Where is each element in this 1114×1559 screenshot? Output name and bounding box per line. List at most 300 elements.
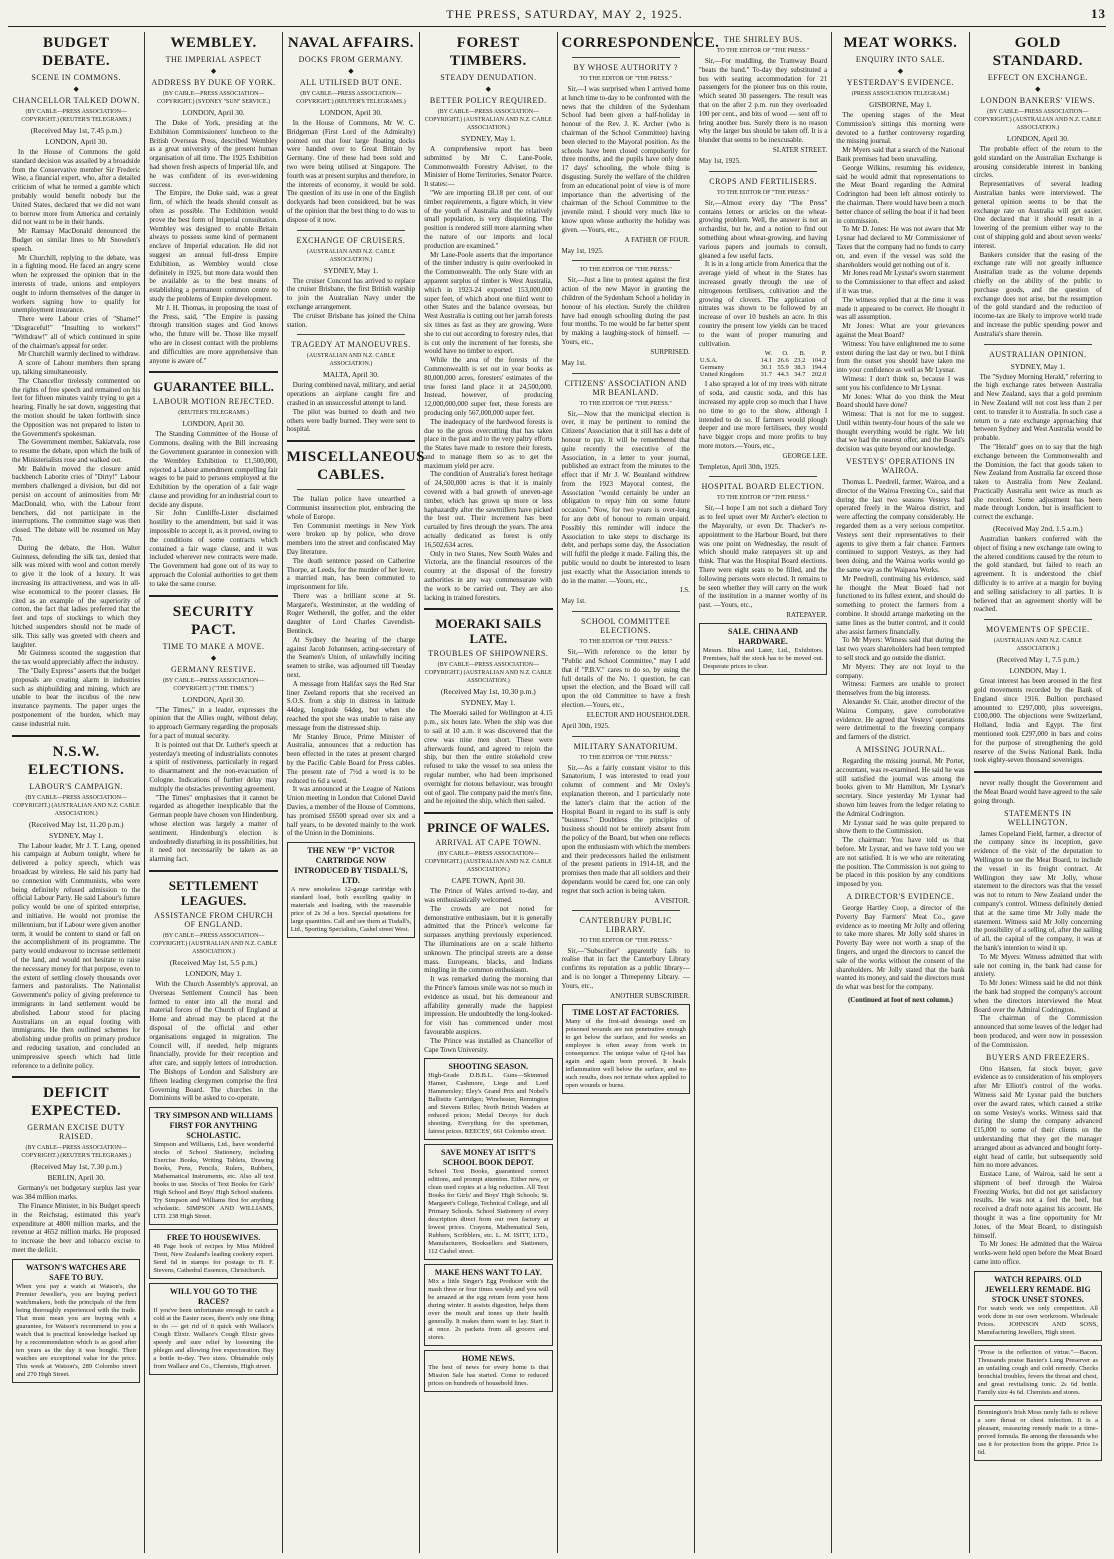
divider (572, 373, 680, 374)
letter-date: April 30th, 1925. (561, 721, 610, 730)
security-headline: SECURITY PACT. (172, 603, 255, 638)
settlement-para: With the Church Assembly's approval, an Overseas Settlement Council has been formed to enter into all the moral and material forces of the Church of England at Home and abroad may be placed at the disposal of the official and other organisations engaged in migration. The Council will, if needed, help migrants financially, provide for their reception and after care, and supply letters of introduction. The Bishops of London and Salisbury are fifteen leading clergymen comprise the first Governing Board. The churches in the Dominions will be asked to co-operate. (149, 980, 278, 1103)
budget-credit: (BY CABLE—PRESS ASSOCIATION—COPYRIGHT.) (REUTER'S TELEGRAMS.) (21, 109, 131, 123)
misc-headline: MISCELLANEOUS CABLES. (286, 449, 425, 484)
races-advert-title: WILL YOU GO TO THE RACES? (169, 1287, 258, 1307)
letter-to: TO THE EDITOR OF "THE PRESS." (579, 400, 672, 407)
specie-received: (Received May 1, 7.5 p.m.) (996, 655, 1080, 665)
nsw-subhead: LABOUR'S CAMPAIGN. (29, 781, 124, 791)
misc-para: The Italian police have unearthed a Communist insurrection plot, embracing the whole of Europe. (286, 495, 416, 521)
table-header: W. (764, 350, 772, 358)
manoeuvres-para: During combined naval, military, and aerial operations an airplane caught fire and crashed in an unsuccessful attempt to land. (286, 381, 416, 407)
table-cell: 34.7 (794, 371, 806, 379)
vesteys-para: Thomas L. Peedrell, farmer, Wairoa, and a director of the Wairoa Freezing Co., said that during the last two seasons Vesteys had operated freely in the Wairoa district, and were affecting the company considerably. He regarded them as a very serious competitor. Vesteys sent their representatives to their agents to give them a fair chance. Farmers continued to support Vesteys, as they had been doing, and the Wairoa works would go the same way as the Waipaoa Works. (836, 478, 965, 575)
wellington-para: The chairman of the Commission announced that some leaves of the ledger had been produced, and were now in possession of the Commission. (973, 1014, 1102, 1049)
hospital-signature: RATEPAYER. (786, 611, 828, 620)
hens-advert (424, 1264, 552, 1346)
meat-headline: MEAT WORKS. (843, 35, 958, 51)
watson-advert (12, 1259, 140, 1383)
nsw-received: (Received May 1st, 11.20 p.m.) (28, 819, 124, 829)
gold-place: LONDON, April 30. (1006, 134, 1069, 143)
director-para: George Hartley Coop, a director of the Poverty Bay Farmers' Meat Co., gave evidence as to meeting Mr Jolly and offering to take more shares. Mr Jolly sold shares in Poverty Bay were not worth a snap of the fingers, and urged the directors to cancel the sale of the works without the consent of the shareholders. Mr Jolly stated that the bank wanted its money, and said the directors must do what was best for the company. (836, 903, 965, 992)
divider (297, 489, 405, 490)
ornament: ◆ (210, 67, 217, 75)
misc-para: At Sydney the hearing of the charge against Jacob Johannsen, acting-secretary of the Seamen's Union, of unlawfully inciting seamen to strike, was adjourned till Tuesday next. (286, 635, 416, 680)
divider (572, 611, 680, 612)
divider (149, 870, 277, 872)
naval-place: LONDON, April 30. (319, 108, 382, 117)
wellington-head: STATEMENTS IN WELLINGTON. (1004, 808, 1072, 827)
budget-subhead-2: CHANCELLOR TALKED DOWN. (12, 96, 140, 105)
table-header-row (699, 350, 827, 357)
cruisers-para: The cruiser Brisbane has joined the China station. (286, 311, 416, 329)
shooting-advert (424, 1058, 552, 1140)
prince-para: The crowds are not noted for demonstrative enthusiasm, but it is generally admitted that the Prince's welcome far surpasses anything previously experienced. The illuminations are on a scale hitherto unknown. The principal streets are a dense mass. Europeans, blacks, and Indians mingling in the common enthusiasm. (424, 904, 553, 975)
settlement-subhead: ASSISTANCE FROM CHURCH OF ENGLAND. (154, 911, 273, 929)
ornament: ◆ (348, 67, 354, 75)
guarantee-para: Sir John Cunliffe-Lister disclaimed hostility to the amendment, but said it was impossible to accept it, as it proved, owing to the conditions of some contracts which contained a fair wage clause, and it was included wherever new contracts were made. The Government had gone out of its way to approach the Colonial authorities to get them to take the same course. (149, 509, 278, 588)
misc-para: Ten Communist meetings in New York were broken up by police, who drove members into the street and confiscated May Day literature. (286, 521, 416, 556)
races-advert-text: If you've been unfortunate enough to catch a cold at the Easter races, there's only one thing to do — get rid of it quick with Wallace's Cough Elixir. Wallace's Cough Elixir gives speedy and sure relief by loosening the phlegm and allowing free expectoration. Buy a bottle to-day. Two sizes. Obtainable only from Wallace and Co., Chemists, High street. (153, 1307, 274, 1371)
security-credit: (BY CABLE—PRESS ASSOCIATION—COPYRIGHT.) ("THE TIMES.") (162, 677, 265, 692)
moeraki-credit: (BY CABLE—PRESS ASSOCIATION—COPYRIGHT.) (AUSTRALIAN AND N.Z. CABLE ASSOCIATION.) (424, 662, 552, 685)
table-cell: 14.1 (760, 357, 772, 365)
table-header: B. (799, 350, 806, 358)
budget-para: Mr Guinness scouted the suggestion that the tax would appreciably affect the industry. (12, 649, 141, 667)
table-header (699, 350, 756, 357)
time-lost-advert-text: Many of the first-aid dressings used on poisoned wounds are not penetrative enough to get below the surface, and for weeks an employee is often away from work in consequence. The unique value of Q-tol has again and again been proved. It heals inflammation well below the surface, and no such results, does not irritate when applied to open wounds or burns. (565, 1017, 686, 1089)
misc-para: Mr Stanley Bruce, Prime Minister of Australia, announces that a reduction has been effected in the rates at present charged by the Pacific Cable Board for Press cables. The present rate of 7½d a word is to be reduced to 6d a word. (286, 732, 416, 785)
settlement-headline: SETTLEMENT LEAGUES. (168, 878, 259, 908)
meat-para: George Wilkins, resuming his evidence, said he would admit that representations to the Meat Board regarding the Admiral Codrington had been left almost entirely to the chairman. There would have been a much better chance of selling the boat if it had been in commission. (836, 163, 965, 225)
forest-para: Only in two States, New South Wales and Victoria, are the financial resources of the country at the disposal of the forestry authorities in any way commensurate with the work to be carried out. They are also lacking in trained foresters. (424, 549, 553, 602)
forest-para: "We are importing £8.18 per cent. of our timber requirements, a figure which, in view of the youth of Australia and the relatively small population, is very disquieting. The position is rendered still more alarming when the nature of our imports and local production are examined." (424, 188, 553, 250)
crops-signature: GEORGE LEE. (782, 451, 828, 460)
letter-to: TO THE EDITOR OF "THE PRESS." (579, 267, 672, 274)
letter-date: May 1st. (561, 358, 586, 367)
divider (984, 344, 1092, 345)
forest-para: A comprehensive report has been submitted by Mr C. Lane-Poole, Commonwealth Forestry Adviser, to the Minister of Home Territories, Senator Pearce. It states:— (424, 145, 553, 189)
letter-date: May 1st. (561, 597, 586, 606)
table-cell: Germany (699, 364, 725, 372)
misc-para: A message from Halifax says the Red Star liner Zeeland reports that she received an S.O.S. from a ship in distress in latitude 44deg, longitude 64deg, but when she reached the spot she was unable to raise any message from the distressed ship. (286, 679, 416, 732)
director-head: A DIRECTOR'S EVIDENCE. (846, 891, 955, 901)
budget-subhead: SCENE IN COMMONS. (31, 73, 121, 82)
ornament: ◆ (1035, 85, 1041, 93)
guarantee-place: LONDON, April 30. (182, 419, 245, 429)
moeraki-subhead: TROUBLES OF SHIPOWNERS. (428, 649, 549, 659)
vesteys-para: Witness: Farmers are unable to protect themselves from the big interests. (836, 680, 965, 698)
column-2 (145, 32, 282, 1553)
crops-para: I also sprayed a lot of my trees with nitrate of soda, and caustic soda, and this has increased my apple crop so much that I have no time to go to the show, although I intended to do so. If farmers would plough deeper and use more fertilisers, they would have bigger crops and more profits to buy more motors.—Yours, etc., (698, 380, 828, 450)
security-place: LONDON, April 30. (182, 694, 245, 704)
letter-title: CITIZENS' ASSOCIATION AND MR BEANLAND. (564, 378, 687, 397)
correspondence-headline: CORRESPONDENCE. (561, 35, 720, 51)
hens-advert-title: MAKE HENS WANT TO LAY. (434, 1268, 542, 1278)
crops-date: Templeton, April 30th, 1925. (698, 462, 781, 471)
cruisers-credit: (AUSTRALIAN AND N.Z. CABLE ASSOCIATION.) (306, 248, 396, 263)
divider (12, 735, 140, 737)
simpson-advert-text: Simpson and Williams, Ltd., have wonderful stocks of School Stationery, including Exercise Books, Writing Tablets, Drawing Books, Pens, Pencils, Rulers, Rubbers, Mathematical Instruments, etc. Also all text books in use. Stocks of Text Books for Girls' High School and Boys' High School students. Try Simpson and Williams first for anything scholastic. SIMPSON AND WILLIAMS, LTD. 238 High Street. (153, 1141, 274, 1221)
nsw-credit: (BY CABLE—PRESS ASSOCIATION—COPYRIGHT.) (AUSTRALIAN AND N.Z. CABLE ASSOCIATION.) (12, 794, 140, 817)
budget-place: LONDON, April 30. (45, 137, 108, 146)
letter-signature: SURPRISED. (650, 347, 690, 356)
gold-credit: (BY CABLE—PRESS ASSOCIATION—COPYRIGHT.) (AUSTRALIAN AND N.Z. CABLE ASSOCIATION.) (974, 109, 1102, 131)
shirley-date: May 1st, 1925. (698, 156, 741, 165)
home-news-advert-text: The best of news for every home is that Mission Sale has started. Come to reduced prices on hundreds of household lines. (428, 1364, 549, 1388)
shirley-signature: SLATER STREET. (772, 145, 828, 154)
forest-para: While the area of the forests of the Commonwealth is set out in year books as 80,000,000 acres, foresters' estimates of the true forest land place it at 24,500,000. Instead, however, of producing 12,000,000,000 super feet, these forests are producing only 567,000,000 super feet. (424, 356, 553, 417)
deficit-credit: (BY CABLE—PRESS ASSOCIATION—COPYRIGHT.) (REUTER'S TELEGRAMS.) (21, 1145, 131, 1160)
divider (984, 619, 1092, 620)
meat-para: Witness: I don't think so, because I was sent you his confidence to Mr Lysnar. (836, 374, 965, 392)
manoeuvres-credit: (AUSTRALIAN AND N.Z. CABLE ASSOCIATION.) (306, 353, 396, 368)
home-news-advert (424, 1350, 552, 1392)
specie-para: Great interest has been aroused in the first gold movements recorded by the Bank of England since 1916. Bullion purchased amounted to £297,000, plus sovereigns, £100,000. The objections were Switzerland, Holland, India and Egypt. The first mentioned took £297,000 in bars and coins for the purpose of strengthening the gold reserve of the Swiss National Bank. India took eighty-seven thousand sovereigns. (973, 677, 1102, 765)
budget-para: There were Labour cries of "Shame!" "Disgraceful!" "Insulting to workers!" "Withdraw!" all of which continued in spite of the chairman's appeal for order. (12, 315, 141, 350)
nsw-headline: N.S.W. ELECTIONS. (28, 743, 125, 778)
wembley-para: The Empire, the Duke said, was a great firm, of which the heads should consult as often as possible. The Exhibition would prove the best form of Imperial consultation. Wembley was designed to enable Britain always to possess some kind of permanent enclave of Imperial education. He did not suggest an annual full-dress Empire Exhibition, as Wembley would close definitely in 1925, but more data would then be available as to the best means of establishing a permanent common centre to study the problems of Empire development. (149, 189, 278, 303)
wembley-para: Mr J. H. Thomas, in proposing the toast of the Press, said, "The Empire is passing through transition stages and God knows who, the future will be. Those like myself who are in closest contact with the problems and difficulties are more apprehensive than anyone is aware of." (149, 303, 278, 365)
library-headline: CANTERBURY PUBLIC LIBRARY. (579, 915, 672, 934)
journal-head: A MISSING JOURNAL. (855, 744, 946, 754)
gold-subhead-2: LONDON BANKERS' VIEWS. (980, 96, 1096, 105)
wembley-subhead-2: ADDRESS BY DUKE OF YORK. (151, 78, 276, 87)
letter-body: Sir,—With reference to the letter by "Public and School Committee," may I add that if "P.B.V." cares to do so, by using the full details of the No. 1 question, he can upset the election, and the Board will call upon the old Committee to have a fresh election.—Yours, etc., (561, 648, 690, 710)
meat-cont-para: never really thought the Government and the Meat Board would have agreed to the sale going through. (973, 779, 1102, 805)
watson-advert-text: When you pay a watch at Watson's, the Premier Jeweller's, you are buying perfect watchmakers, both the principals of the firm being thoroughly experienced with the trade. That must mean you are buying with a guarantee, for Watson's recommend to you a watch that is practical knowledge backed up by a recommendation which is as good after ten years as the day it was bought. Their watches are exceptional value for the price. This week at Watson's, 289 Colombo street and 270 High Street. (16, 1282, 137, 1378)
divider (974, 771, 1102, 773)
divider (149, 371, 277, 373)
column-7 (832, 32, 969, 1553)
guarantee-credit: (REUTER'S TELEGRAMS.) (178, 410, 249, 417)
budget-para: The Chancellor tirelessly commented on the rights of free speech and remained on his feet for fifteen minutes vainly trying to get a hearing. Finally he sat down, suggesting that the motion should be taken forthwith since the Opposition was not prepared to listen to the Government's spokesman. (12, 376, 141, 438)
nsw-place: SYDNEY, May 1. (48, 830, 104, 840)
divider (424, 812, 552, 814)
budget-para: In the House of Commons the gold standard decision was assailed by a broadside from the Conservative member Sir Frederic Wise, a financial expert, who, after a detailed criticism of what he termed a gamble which probably would benefit nobody but the United States, declared that we did not want to borrow more from America and certainly did not want to be in their hands. (12, 148, 141, 227)
wembley-credit: (BY CABLE—PRESS ASSOCIATION—COPYRIGHT.) (SYDNEY "SUN" SERVICE.) (157, 91, 271, 105)
aus-opinion-received: (Received May 2nd, 1.5 a.m.) (993, 524, 1083, 534)
specie-place: LONDON, May 1. (1009, 666, 1067, 676)
letter-body: Sir,—I was surprised when I arrived home at lunch time to-day to be confronted with the news that the children of the Sydenham School had been given a half-holiday in honour of the Rev. J. K. Archer (who is chairman of the School Committee) having been elected to the Mayoral position. As the schools have been closed compulsorily for three months, and the pupils have only done 17 days' schooling, the whole thing is disgusting. Surely the welfare of the children from an educational point of view is of more importance than the advertising of the chairman of the School Committee to the juvenile mind. I should very much like to know upon whose authority the holiday was given. —Yours, etc., (561, 85, 690, 234)
letter-title: BY WHOSE AUTHORITY ? (573, 63, 678, 72)
budget-para: The "Daily Express" asserts that the budget proposals are creating alarm in industries such as shipbuilding and mining, which are unable to bear the incubus of the new insurance payments. The paper urges the postponement of the burden, which may cause industrial ruin. (12, 667, 141, 728)
ornament: ◆ (210, 653, 217, 662)
meat-subhead: ENQUIRY INTO SALE. (855, 55, 946, 64)
prince-headline: PRINCE OF WALES. (427, 820, 550, 836)
column-1 (8, 32, 145, 1553)
irish-moss-advert-text: Bonnington's Irish Moss rarely fails to relieve a sore throat or chest infection. It is a pleasant, reassuring remedy made to a time-proved formula. Be among the thousands who use it for protection from the grippe. Price 1s 6d. (977, 1408, 1098, 1456)
divider (709, 171, 817, 172)
deficit-para: The Finance Minister, in his Budget speech in the Reichstag, estimated this year's expenditure at 4800 million marks, and the revenue at 4652 million marks. He proposed to increase the beer and tobacco excise to meet the deficit. (12, 1201, 141, 1254)
housewives-advert (149, 1229, 277, 1279)
deficit-headline: DEFICIT EXPECTED. (31, 1085, 122, 1120)
cartridge-advert-text: A new smokeless 12-gauge cartridge with standard load, both excelling quality in materials and loading, with the reasonable price of 2s 3d a box. Special quotations for large quantities. Call and see them at Tisdall's, Ltd., Sporting Specialists, Cashel street West. (290, 886, 412, 934)
deficit-place: BERLIN, April 30. (47, 1173, 105, 1183)
meat-para: The opening stages of the Meat Commission's sittings this morning were devoted to a further controversy regarding the missing journal. (836, 111, 965, 146)
lung-preserver-advert-text: "Prose is the reflection of virtue."—Bacon. Thousands praise Baxter's Lung Preserver as an unfailing cough and cold remedy. Checks bronchial troubles, fevers the throat and chest, and great revitalising tonic. 2s 6d bottle. Family size 4s 6d. Chemists and stores. (977, 1348, 1098, 1396)
aus-opinion-para: Australian bankers conferred with the object of fixing a new exchange rate owing to the altered conditions caused by the return to the gold standard, but failed to reach an agreement. It is understood the chief difficulty is to arrive at a margin for buying and selling satisfactory to all parties. It is believed that an agreement shortly will be reached. (973, 535, 1102, 614)
letter-signature: ELECTOR AND HOUSEHOLDER. (586, 710, 690, 719)
letter-date: May 1st, 1925. (561, 246, 604, 255)
buyers-para: Eustace Lane, of Wairoa, said he sent a shipment of beef through the Wairoa Freezing Works, but did not get satisfactory results. He was not a feel the beef, but received a draft note against his account. He thought it was a fine opportunity for Mr Jones, of the Meat Board, to distinguish himself. (973, 1170, 1102, 1240)
meat-credit: (PRESS ASSOCIATION TELEGRAM.) (851, 91, 950, 97)
masthead (8, 6, 1106, 27)
divider (297, 334, 405, 335)
divider (149, 595, 277, 597)
crops-para: It is in a long article from America that the average yield of wheat in the States has increased greatly through the use of nitrogenous fertilisers, cultivation and the growing of clovers. The application of nitrates was shown to be followed by an increase of over 10 bushels an acre. In this country the present low yields can be traced to the want of proper manuring and cultivation. (698, 260, 828, 348)
hospital-body: Sir,—I hope I am not such a diehard Tory as to feel upset over Mr Archer's election to the Mayoralty, or even Dr. Thacker's re-appointment to the Harbour Board, but there was one point on Wednesday, the result of which should make ratepayers sit up and think. That was the Hospital Board elections. There were eight seats to be filled, and the following persons were elected. It remains to be seen whether they will carry on the work of the institution in a manner worthy of its past. —Yours, etc., (698, 504, 828, 610)
divider (572, 57, 680, 58)
aus-opinion-headline: AUSTRALIAN OPINION. (989, 349, 1087, 359)
isitts-advert-text: School Text Books, guaranteed correct editions, and prompt attention. Either new, or clean used copies at a big reduction. All Text Books for Girls' and Boys' High Schools; St. Margaret's College, Technical College, and all Primary Schools. School Stationery of every description direct from our own factory at lowest prices. Crayons, Mathematical Sets, Rubbers, Scribblers, etc. L. M. ISITT, LTD., Manufacturers, Booksellers and Stationers, 112 Cashel street. (428, 1168, 549, 1256)
shirley-to: TO THE EDITOR OF "THE PRESS." (716, 48, 810, 54)
moeraki-place: SYDNEY, May 1. (461, 698, 516, 708)
simpson-advert (149, 1107, 277, 1225)
aus-opinion-para: The "Herald" goes on to say that the high exchange between the Commonwealth and the Dominion, the fact that goods taken to New Zealand from Australia far exceed those taken to Australia from New Zealand. Practically Australia sent twice as much as she received. Some adjustment has been made through London, but is insufficient to correct the exchange. (973, 442, 1102, 522)
meat-para: Mr Jones: What do you think the Meat Board should have done? (836, 392, 965, 410)
gold-para: Representatives of several leading Australian banks were interviewed. The general opinion seems to be that the exchange rate on Australia will get easier. One declared that it should result in a lowering of the premium either way to the cost of shipping gold and about seven weeks' interest. (973, 180, 1102, 250)
forest-credit: (BY CABLE—PRESS ASSOCIATION—COPYRIGHT.) (AUSTRALIAN AND N.Z. CABLE ASSOCIATION.) (424, 109, 552, 131)
table-cell: 30.1 (760, 364, 772, 372)
shirley-body: Sir,—For muddling, the Tramway Board "beats the band." To-day they substituted a bus with seating accommodation for 21 passengers for the pioneer bus on this route, which seated 30 passengers. The result was that on the after 2 p.m. run they overloaded 100 per cent., and bits of wood — sent off to bring another bus. Surely there is no reason why the larger bus should be taken off. It is a blunder that seems to be inexcusable. (698, 57, 828, 145)
budget-para: Mr Ramsay MacDonald denounced the Budget on similar lines to Mr Snowden's speech. (12, 227, 141, 253)
table-cell: U.S.A. (699, 357, 718, 365)
divider (709, 476, 817, 477)
table-cell: 23.2 (794, 357, 806, 365)
prince-para: The Prince was installed as Chancellor of Cape Town University. (424, 1036, 553, 1054)
manoeuvres-place: MALTA, April 30. (323, 370, 379, 380)
prince-place: CAPE TOWN, April 30. (451, 876, 526, 886)
divider (297, 230, 405, 231)
table-row (699, 364, 827, 371)
column-3 (283, 32, 425, 1553)
shirley-headline: THE SHIRLEY BUS. (723, 35, 803, 44)
misc-para: There was a brilliant scene at St. Margaret's, Westminster, at the wedding of Roger Wetherell, the golfer, and the elder daughter of Lord Charles Cavendish-Bentinck. (286, 591, 416, 636)
deficit-subhead: GERMAN EXCISE DUTY RAISED. (27, 1123, 126, 1142)
letter-signature: A FATHER OF FOUR. (624, 235, 690, 244)
housewives-advert-title: FREE TO HOUSEWIVES. (166, 1233, 261, 1243)
ornament: ◆ (897, 67, 904, 75)
security-para: "The Times" emphasises that it cannot be regarded as altogether inexplicable that the German people have chosen von Hindenburg, whose election was largely a matter of sentiment. Hindenburg's election is undoubtedly disturbing in its possibilities, but it need not necessarily be taken as an alarming fact. (149, 793, 278, 864)
cruisers-para: The cruiser Concord has arrived to replace the cruiser Brisbane, the first British warship to join the Australian Navy under the exchange arrangement. (286, 276, 416, 311)
moeraki-headline: MOERAKI SAILS LATE. (435, 616, 542, 647)
shooting-advert-title: SHOOTING SEASON. (448, 1062, 529, 1072)
table-cell: 104.2 (811, 357, 827, 365)
forest-place: SYDNEY, May 1. (461, 134, 516, 143)
library-to: TO THE EDITOR OF "THE PRESS." (579, 937, 672, 944)
table-cell: 194.4 (811, 364, 827, 372)
guarantee-headline: GUARANTEE BILL. (153, 379, 274, 395)
divider (424, 608, 552, 610)
settlement-credit: (BY CABLE—PRESS ASSOCIATION—COPYRIGHT.) (AUSTRALIAN AND N.Z. CABLE ASSOCIATION.) (150, 933, 278, 955)
gold-headline: GOLD STANDARD. (992, 35, 1084, 69)
continued-note: (Continued at foot of next column.) (847, 995, 953, 1004)
naval-credit: (BY CABLE—PRESS ASSOCIATION—COPYRIGHT.) (REUTER'S TELEGRAMS.) (296, 91, 406, 105)
budget-para: Mr Baldwin moved the closure amid backbench Laborite cries of "Dirty!" Labour members challenged a division, but did not persist on account of animosities from Mr MacDonald, who, with the Labour front benchers, did not participate in the interruptions. The committee stage was then closed. The debate will be resumed on May 7th. (12, 464, 141, 544)
buyers-para: Otto Hansen, fat stock buyer, gave evidence as to consideration of his employers after Mr Elliott's control of the works. Witness said Mr Lysnar paid the butchers over the award rates, which caused a strike on some Vestey's works. Witness said that during the slump the company advanced £15,000 to some of their clients on the understanding that they get the manager arranged about as advanced and bought forty-eight head of cattle, but subsequently sold him no more advances. (973, 1064, 1102, 1170)
vesteys-para: To Mr Myers: Witness said that during the last two years shareholders had been tempted to sell stock and go outside the district. (836, 636, 965, 663)
letter-to: TO THE EDITOR OF "THE PRESS." (579, 639, 672, 646)
letter-title: MILITARY SANATORIUM. (573, 741, 678, 751)
naval-subhead: DOCKS FROM GERMANY. (298, 55, 404, 64)
journal-para: The chairman: You have told us that before. Mr Lysnar, and we have told you we are not satisfied. It is we who are reiterating the position. The Commission is not going to be placed in this position by any conditions imposed by you. (836, 836, 965, 889)
manoeuvres-headline: TRAGEDY AT MANOEUVRES. (291, 340, 411, 350)
ornament: ◆ (73, 85, 79, 93)
wellington-para: To Mr Jones: Witness said he did not think the bank had stopped the company's account when the directors interviewed the Meat Board over the Admiral Codrington. (973, 979, 1102, 1014)
divider (287, 440, 415, 442)
letter-body: Sir,—As a fairly constant visitor to this Sanatorium, I was interested to read your column of comment and Mr Oxley's explanation thereon, and I particularly note the latter's claim that the action of the Hospital Board in regard to its staff is only "business." Doubtless the principles of business should not be entirely absent from the policy of the Board, but when one reflects upon the enthusiasm with which the members and their predecessors hailed the enlistment of the present patients in 1914-18, and the promises then made that all soldiers and their dependants would be cared for, one can only regret that such action is being taken. (561, 763, 690, 895)
hospital-headline: HOSPITAL BOARD ELECTION. (701, 482, 825, 492)
meat-para: Witness: That is not for me to suggest. Until within twenty-four hours of the sale we thought everything would be right. We felt that we had the nearest offer, and the Board's decision was quite beyond our knowledge. (836, 410, 965, 454)
cruisers-headline: EXCHANGE OF CRUISERS. (296, 235, 406, 245)
crops-yield-table (699, 350, 827, 378)
vesteys-para: Alexander St. Clair, another director of the Wairoa Company, gave corroborative evidence. He agreed that Vesteys' operations were detrimental to the freezing company and farmers of the district. (836, 698, 965, 742)
cartridge-advert (287, 842, 415, 938)
watch-advert (974, 1271, 1102, 1341)
table-cell: United Kingdom (699, 371, 744, 379)
hospital-to: TO THE EDITOR OF "THE PRESS." (716, 495, 810, 502)
misc-para: It was announced at the League of Nations Union meeting in London that Colonel David Davies, a member of the House of Commons, has promised £6500 spread over six and a half years, to be devoted mainly to the work of the Union in the Dominions. (286, 785, 416, 838)
security-para: "The Times," in a leader, expresses the opinion that the Allies ought, without delay, to approach Germany regarding the proposals for a pact of mutual security. (149, 705, 278, 741)
naval-subhead-2: ALL UTILISED BUT ONE. (299, 78, 402, 87)
budget-para: The Government member, Sakiatvala, rose to resume the debate, upon which the bulk of the Ministerialists rose and walked out. (12, 438, 141, 464)
moeraki-para: The Moeraki sailed for Wellington at 4.15 p.m., six hours late. When the ship was due to sail at 10 a.m. it was discovered that the crew was nine men short. These were afterwards found, and agreed to rejoin the ship, but then the entire stokehold crew refused to take the vessel to sea unless the regular number, who had been imprisoned overnight for riotous behaviour, was brought out of gaol. The company paid the men's fine, and he rejoined the ship, which then sailed. (424, 709, 553, 806)
page-number: 13 (1091, 6, 1106, 21)
isitts-advert (424, 1144, 552, 1260)
prince-para: The Prince of Wales arrived to-day, and was enthusiastically welcomed. (424, 887, 553, 904)
budget-para: Mr Churchill warmly declined to withdraw. (18, 350, 141, 359)
nsw-para: The Labour leader, Mr J. T. Lang, opened his campaign at Auburn tonight, where he delivered a policy speech, which was broadcast by wireless. He said his party had no connexion with Communists, who were being definitely refused admission to the official Labour Party. He said Labour's future policy would be one of spirited enterprise, and initiative. He would not promise the millennium, but if Labour were given another term, it would be content to stand or fall on the accomplishment of its programme. The party would endeavour to increase settlement of the land, and would not hesitate to raise the necessary money for that purpose, even to the extent of settling closely thousands over farmers and pastoralists. The Nationalist Government's policy of giving preference to immigrants in land settlement would be abolished. Labour stood for placing Australians on an equal footing with immigrants. He then outlined schemes for abolishing undue profits on primary produce and reducing taxation, and concluded an unimpressive speech which had little reference to a definite policy. (12, 841, 141, 1070)
letter-signature: A VISITOR. (654, 896, 690, 905)
housewives-advert-text: 48 Page book of recipes by Miss Mildred Trent, New Zealand's leading cookery expert. Send 6d in stamps for postage to H. F. Stevens, Cathedral Essences, Christchurch. (153, 1243, 274, 1275)
vesteys-head: VESTEYS' OPERATIONS IN WAIROA. (845, 457, 955, 476)
cruisers-place: SYDNEY, May 1. (323, 265, 379, 275)
table-row (699, 371, 827, 378)
shooting-advert-text: High-Grade D.B.B.L. Guns—Skimmed Hamer, Cashmore, Liege and Lord Hammersley; Eley's Grand Prix and Nobel's Ballistite Cartridges; Winchester, Remington and Stevens Rifles; North British Waders at reduced prices; Medal Decoys for duck shooting. Everything for the sportsman, fairest prices. REECES', 661 Colombo street. (428, 1072, 549, 1136)
table-header: O. (782, 350, 789, 358)
forest-subhead-2: BETTER POLICY REQUIRED. (429, 96, 547, 105)
meat-place: GISBORNE, May 1. (869, 100, 932, 109)
wembley-headline: WEMBLEY. (170, 35, 257, 51)
guarantee-subhead: LABOUR MOTION REJECTED. (152, 397, 275, 407)
budget-para: Mr Churchill, replying to the debate, was in a fighting mood. He faced an angry scene when he expressed the opinion that in the interests of trade, unions and employers ought to inform themselves of the danger in workers signing how to qualify for unemployment insurance. (12, 253, 141, 315)
forest-para: Mr Lane-Poole asserts that the importance of the timber industry is quite overlooked in the Commonwealth. The only State with an apparent surplus of timber is West Australia, which in 1923-24 exported 153,000,000 super feet, of which about one third went to other States and the balance overseas, but West Australia is cutting out her jarrah forests six times as fast as they are growing. Were she to cut out according to forestry rules, that is cut only the increment of her forests, she would have no timber to export. (424, 250, 553, 356)
forest-headline: FOREST TIMBERS. (449, 35, 527, 69)
letter-title: SCHOOL COMMITTEE ELECTIONS. (581, 617, 671, 636)
table-header: P. (821, 350, 827, 358)
crops-to: TO THE EDITOR OF "THE PRESS." (716, 189, 810, 196)
home-news-advert-title: HOME NEWS. (461, 1354, 515, 1364)
naval-para: In the House of Commons, Mr W. C. Bridgeman (First Lord of the Admiralty) pointed out that four large floating docks were handed over to Great Britain by Germany. One of these had been sold and two were being utilised at Singapore. The fourth was at present surplus and therefore, in the interests of economy, it would be sold. The question of its use in one of the English dockyards had been considered, but he was of the opinion that the best thing to do was to dispose of it now. (286, 119, 416, 224)
settlement-place: LONDON, May 1. (185, 969, 242, 978)
divider (572, 260, 680, 261)
prince-credit: (BY CABLE—PRESS ASSOCIATION—COPYRIGHT.) (AUSTRALIAN AND N.Z. CABLE ASSOCIATION.) (424, 851, 552, 874)
watch-advert-text: For watch work we only competition. All work done in our own workroom. Wholesale Prices. JOHNSON AND SONS, Manufacturing Jewellers, High street. (977, 1304, 1098, 1336)
sale-advert-title: SALE. CHINA AND HARDWARE. (728, 627, 799, 647)
table-cell: 55.9 (777, 364, 789, 372)
isitts-advert-title: SAVE MONEY AT ISITT'S SCHOOL BOOK DEPOT. (440, 1148, 536, 1168)
deficit-received: (Received May 1st, 7.30 p.m.) (30, 1162, 122, 1172)
vesteys-para: Mr Peedrell, continuing his evidence, said he thought the Meat Board had not functioned to its fullest extent, and should do something to protect the farmers from a combine. It should arrange marketing on the same lines as the butter control, and it could also assist farmers financially. (836, 574, 965, 636)
buyers-para: To Mr Jones: He admitted that the Wairoa works-were held open before the Meat Board came into office. (973, 1240, 1102, 1267)
meat-para: Witness: You have enlightened me to some extent during the last day or two, but I think from the outset you should have taken me into your confidence as well as Mr Lysnar. (836, 339, 965, 375)
moeraki-received: (Received May 1st, 10.30 p.m.) (440, 687, 536, 697)
letter-body: Sir,—Just a line to protest against the first action of the new Mayor in granting the children of the Sydenham School a holiday in honour of his election. Surely the children have had enough schooling during the past four months. To me would be far better spent by making a laughing-stock of himself. —Yours, etc., (561, 276, 690, 346)
sale-advert-text: Messrs. Bliss and Later, Ltd., Exhibitors. Premises, half the stock has to be moved out. Desperate prices to clear. (702, 647, 824, 671)
wellington-para: To Mr Myers: Witness admitted that with sale not coming in, the bank had cause for anxiety. (973, 952, 1102, 979)
aus-opinion-para: The "Sydney Morning Herald," referring to the high exchange rates between Australia and New Zealand, says that a gold premium in New Zealand will not cost less than 2 per cent. to transfer it to Australia. In such case a return to a rate exchange approaching that between Sydney and West Australia would be probable. (973, 372, 1102, 443)
table-cell: 202.0 (811, 371, 827, 379)
prince-para: It was remarked during the morning that the Prince's famous smile was not so much in evidence as usual, but his demeanour and affability generally made the happiest impression. He undoubtedly the long-looked-for visit has commenced under most favourable auspices. (424, 975, 553, 1036)
specie-credit: (AUSTRALIAN AND N.Z. CABLE ASSOCIATION.) (993, 638, 1082, 653)
hens-advert-text: Mix a little Singer's Egg Producer with the mash three or four times weekly and you will be amazed at the egg return from your hens during winter. It assists digestion, helps them over the moult and tones up their health generally. It makes them want to lay. Start it at once. 2s packets from all grocers and stores. (428, 1278, 549, 1342)
meat-subhead-2: YESTERDAY'S EVIDENCE. (846, 78, 955, 87)
wembley-para: The Duke of York, presiding at the Exhibition Commissioners' luncheon to the British Overseas Press, described Wembley as a great university of the present human organisation of all time. The 1925 Exhibition had shown fresh aspects of Imperial life, and he was confident of its ever-widening success. (149, 119, 278, 189)
meat-para: Mr Jones: What are your grievances against the Meat Board? (836, 322, 965, 339)
journal-para: Regarding the missing journal, Mr Porter, accountant, was re-examined. He said he was still satisfied the journal was among the books given to Mr Hamilton, Mr Lysnar's secretary. Since yesterday Mr Lysnar had shown him leaves from the ledger relating to the Admiral Codrington. (836, 756, 965, 818)
journal-para: Mr Lysnar said he was quite prepared to show them to the Commission. (836, 818, 965, 836)
security-subhead-2: GERMANY RESTIVE. (171, 664, 257, 674)
column-8 (970, 32, 1106, 1553)
watch-advert-title: WATCH REPAIRS. OLD JEWELLERY REMADE. BIG STOCK UNSET STONES. (984, 1274, 1091, 1304)
security-subhead: TIME TO MAKE A MOVE. (162, 641, 265, 651)
wellington-para: James Copeland Field, farmer, a director of the company since its inception, gave evidence of the visit of the deputation to Wellington to see the Meat Board, to include the vessel in its freight contract. At Wellington they saw Mr Jolly, whose statement to the directors was that the vessel was not to return to New Zealand under the company's control. Witness definitely denied that at the same time Mr Jolly made the statement. Witness said Mr Jolly concerning the possibility of a selling of, after the sailing of all, the capital of the company, it was at the bank's intention to wind it up. (973, 829, 1102, 952)
crops-para: Sir,—Almost every day "The Press" contains letters or articles on the wheat-growing problem. Well, the answer is not an orchardist, but he, and a notion to find out something about wheat-growing, and having various papers and journals to consult, gleaned a few useful facts. (698, 198, 828, 260)
letter-body: Sir,—Now that the municipal election is over, it may be pertinent to remind the Citizens' Association that it still has a debt of honour to pay. It will be remembered that quite recently the executive of the Association, in a letter to your journal, published an extract from the minutes to the effect that if Mr J. W. Beanland withdrew from the 1923 Mayoral contest, the Association "would certainly be under an obligation to repay him on some future occasion." Now, for two years is over-long for any debt of honour to remain unpaid. Possibly this reminder will induce the Association to take steps to discharge its debt, and perhaps some day, the Association will fulfil the pledge it made. Failing this, the public would no doubt be interested to learn just exactly what the Association intends to do in the matter. —Yours, etc., (561, 409, 690, 585)
gold-para: Bankers consider that the easing of the exchange rate will not greatly influence Australian trade as the volume depends chiefly on the ability of the public to purchase goods, and the question of exchange does not arise, but the resumption of the gold standard and the reduction of income-tax are likely to improve world trade and increase the public spending power and Australia's share therein. (973, 250, 1102, 338)
aus-opinion-place: SYDNEY, May 1. (1010, 361, 1066, 371)
letter-signature: I.S. (680, 586, 690, 595)
column-4 (420, 32, 557, 1553)
meat-para: Mr Myers said that a search of the National Bank premises had been unavailing. (836, 146, 965, 163)
library-signature: ANOTHER SUBSCRIBER. (610, 991, 690, 1000)
budget-para: During the debate, the Hon. Walter Guinness, defending the silk tax, denied that silk was mixed with wool and cotton merely to give it the look of a luxury. It was increasing its attractiveness, and was in all-wise economical to the poorer classes. He cited as an example of the superiority of cotton, the fact that ladies preferred that the feet and tops of stockings to which they hitched suspenders should not be made of silk. This sally was greeted with cheers and laughter. (12, 543, 141, 649)
meat-para: Mr Jones read Mr Lysnar's sworn statement to the Commissioner to that effect and asked if it was true. (836, 269, 965, 295)
table-cell: 26.6 (777, 357, 789, 365)
wembley-place: LONDON, April 30. (182, 108, 245, 117)
divider (12, 1076, 140, 1078)
ornament: ◆ (485, 85, 491, 93)
divider (572, 910, 680, 911)
wembley-subhead: THE IMPERIAL ASPECT (165, 55, 262, 64)
sale-advert (699, 623, 827, 675)
table-cell: 44.3 (777, 371, 789, 379)
meat-para: To Mr D. Jones: He was not aware that Mr Lysnar had declared to Mr Commissioner of Taxes that the company had no funds to carry on, and even if the vessel was sold the shareholders would get nothing out of it. (836, 225, 965, 269)
time-lost-advert (562, 1004, 690, 1094)
gold-para: The probable effect of the return to the gold standard on the Australian Exchange is arousing considerable interest in banking circles. (973, 145, 1102, 180)
prince-subhead: ARRIVAL AT CAPE TOWN. (435, 838, 542, 848)
manoeuvres-para: The pilot was burned to death and two others were badly burned. They were sent to hospital. (286, 407, 416, 434)
masthead-title: THE PRESS, SATURDAY, MAY 2, 1925. (446, 7, 683, 21)
letter-to: TO THE EDITOR OF "THE PRESS." (579, 76, 672, 82)
budget-para: A score of Labour members then sprang up, talking simultaneously. (12, 359, 141, 376)
table-cell: 38.3 (794, 364, 806, 372)
settlement-received: (Received May 1st, 5.5 p.m.) (169, 958, 258, 967)
divider (572, 736, 680, 737)
misc-para: The death sentence passed on Catherine Thorpe, at Leeds, for the murder of her lover, a married man, has been commuted to imprisonment for life. (286, 556, 416, 592)
table-row (699, 357, 827, 364)
deficit-para: Germany's net budgetary surplus last year was 384 million marks. (12, 1184, 141, 1202)
library-body: Sir,—"Subscriber" apparently fails to realise that in fact the Canterbury Library confirms its reputation as a public library—and is no longer a Threepenny Library. —Yours, etc., (561, 946, 690, 990)
time-lost-advert-title: TIME LOST AT FACTORIES. (572, 1007, 679, 1017)
gold-subhead: EFFECT ON EXCHANGE. (987, 73, 1088, 82)
vesteys-para: Mr Myers: They are not loyal to the company. (836, 662, 965, 680)
forest-subhead: STEADY DENUDATION. (440, 73, 537, 82)
naval-headline: NAVAL AFFAIRS. (287, 35, 415, 51)
forest-para: The condition of Australia's forest heritage of 24,500,000 acres is that it is mainly covered with a bad growth of uneven-age timber, which has grown up more or less haphazardly after the sawmillers have picked the best out. Their increment has been curtailed by fires through the years. The area actually dedicated as forest is only 16,502,634 acres. (424, 470, 553, 549)
irish-moss-advert (974, 1405, 1102, 1461)
